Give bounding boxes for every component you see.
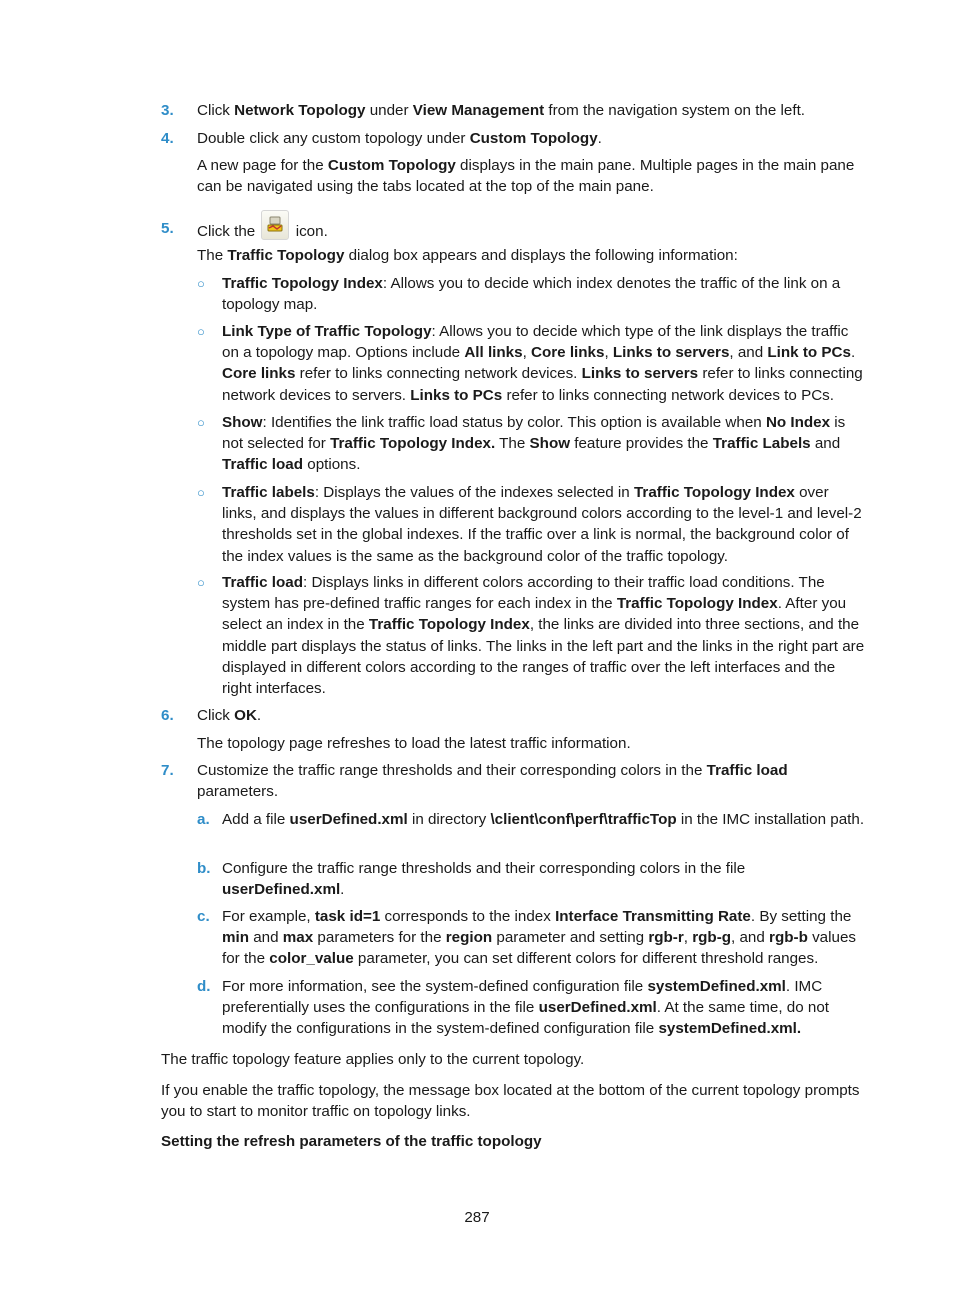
step-6-note: The topology page refreshes to load the latest traffic information.	[197, 735, 631, 752]
substep-item: For example, task id=1 corresponds to the index Interface Transmitting Rate. By setting the min and max parameters for the region parameter and setting rgb-r, rgb-g, and rgb-b values for the color_value parameter, you can set different colors for different threshold ranges.	[222, 908, 856, 968]
bullet-item: Show: Identifies the link traffic load status by color. This option is available when No Index is not selected for Traffic Topology Index. The Show feature provides the Traffic Labels and Traffic load options.	[222, 414, 846, 474]
page-number: 287	[464, 1209, 490, 1226]
bullet-item: Traffic load: Displays links in different colors according to their traffic load conditions. The system has pre-defined traffic ranges for each index in the Traffic Topology Index. After you select an index in the Traffic Topology Index, the links are divided into three sections, and the middle part displays the status of links. The links in the left part and the links in the right part are displayed in different colors according to the ranges of traffic over the left interfaces and the right interfaces.	[222, 574, 865, 698]
section-heading: Setting the refresh parameters of the traffic topology	[161, 1133, 542, 1150]
step-3-text: Click Network Topology under View Management from the navigation system on the left.	[197, 102, 806, 119]
bullet-icon: ○	[197, 324, 205, 339]
paragraph: If you enable the traffic topology, the message box located at the bottom of the current topology prompts you to start to monitor traffic on topology links.	[161, 1082, 860, 1121]
step-4-text: Double click any custom topology under Custom Topology.	[197, 130, 602, 147]
paragraph: The traffic topology feature applies only to the current topology.	[161, 1051, 585, 1068]
bullet-item: Traffic labels: Displays the values of the indexes selected in Traffic Topology Index over links, and displays the values in different background colors according to the level-1 and level-2 thresholds set in the global indexes. If the traffic over a link is normal, the background color of the index values is the same as the background color of the traffic topology.	[222, 484, 862, 565]
step-4-note: A new page for the Custom Topology displays in the main pane. Multiple pages in the main pane can be navigated using the tabs located at the top of the main pane.	[197, 157, 855, 196]
step-number: 7.	[161, 762, 174, 779]
substep-letter: a.	[197, 811, 210, 828]
step-6-text: Click OK.	[197, 707, 262, 724]
substep-item: Add a file userDefined.xml in directory \client\conf\perf\trafficTop in the IMC installation path.	[222, 811, 865, 828]
bullet-item: Traffic Topology Index: Allows you to decide which index denotes the traffic of the link on a topology map.	[222, 275, 841, 314]
step-number: 4.	[161, 130, 174, 147]
traffic-topology-icon	[261, 210, 289, 240]
bullet-icon: ○	[197, 276, 205, 291]
step-number: 5.	[161, 220, 174, 237]
substep-letter: b.	[197, 860, 211, 877]
substep-item: For more information, see the system-defined configuration file systemDefined.xml. IMC preferentially uses the configurations in the file userDefined.xml. At the same time, do not modify the configurations in the system-defined configuration file systemDefined.xml.	[222, 978, 829, 1038]
bullet-icon: ○	[197, 415, 205, 430]
substep-letter: c.	[197, 908, 210, 925]
step-5-text: Click the icon.	[197, 210, 867, 246]
bullet-icon: ○	[197, 485, 205, 500]
step-5-note: The Traffic Topology dialog box appears and displays the following information:	[197, 247, 738, 264]
step-7-text: Customize the traffic range thresholds and their corresponding colors in the Traffic load parameters.	[197, 762, 788, 801]
step-number: 3.	[161, 102, 174, 119]
step-number: 6.	[161, 707, 174, 724]
substep-letter: d.	[197, 978, 211, 995]
bullet-item: Link Type of Traffic Topology: Allows you to decide which type of the link displays the traffic on a topology map. Options include All links, Core links, Links to servers, and Link to PCs. Core links refer to links connecting network devices. Links to servers refer to links connecting network devices to servers. Links to PCs refer to links connecting network devices to PCs.	[222, 323, 863, 404]
bullet-icon: ○	[197, 575, 205, 590]
substep-item: Configure the traffic range thresholds and their corresponding colors in the file userDefined.xml.	[222, 860, 746, 899]
